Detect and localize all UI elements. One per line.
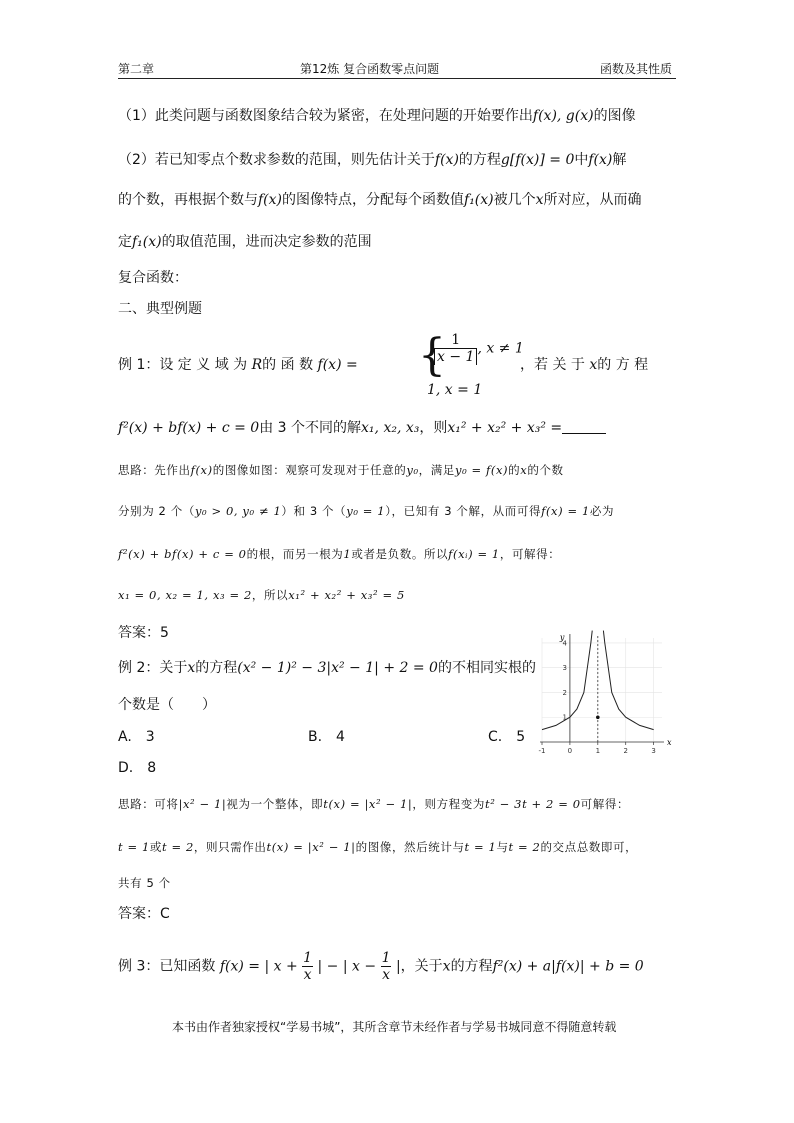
- ex2-option-a: A. 3: [118, 729, 155, 745]
- ex2-lead: 例 2：关于x的方程(x² − 1)² − 3|x² − 1| + 2 = 0的不相同实根的: [118, 660, 536, 676]
- series-line-2: [603, 631, 653, 730]
- header-chapter: 第二章: [118, 62, 155, 76]
- ex2-idea-line-3: 共有 5 个: [118, 876, 171, 890]
- chart-tick-labels: [539, 633, 672, 755]
- ex2-answer: 答案：C: [118, 906, 170, 922]
- tip-1: （1）此类问题与函数图象结合较为紧密，在处理问题的开始要作出f(x), g(x)的图像: [118, 108, 636, 124]
- tick-label-x: 0: [567, 747, 573, 755]
- tip-2-line-2: 的个数，再根据个数与f(x)的图像特点，分配每个函数值f₁(x)被几个x所对应，从而确: [118, 192, 642, 208]
- tick-label-y: 1: [562, 713, 567, 722]
- tick-label-y: 2: [562, 688, 567, 697]
- header-topic: 函数及其性质: [600, 62, 673, 76]
- tick-label-x: -1: [538, 747, 546, 755]
- tick-label-x: 3: [651, 747, 656, 755]
- ex2-option-c: C. 5: [488, 729, 526, 745]
- ex1-idea-line-4: x₁ = 0, x₂ = 1, x₃ = 2，所以x₁² + x₂² + x₃² = 5: [118, 588, 405, 602]
- ex2-line-2: 个数是（ ）: [118, 697, 216, 713]
- ex1-tail: ，若 关 于 x的 方 程: [520, 357, 649, 373]
- composite-label: 复合函数：: [118, 270, 188, 286]
- ex1-piecewise-brace: {: [418, 330, 446, 381]
- ex2-idea-line-2: t = 1或t = 2，则只需作出t(x) = |x² − 1|的图像，然后统计与t = 1与t = 2的交点总数即可，: [118, 840, 638, 854]
- tick-label-x: 2: [623, 747, 628, 755]
- y-axis-label: y: [559, 633, 565, 642]
- ex1-idea-line-3: f²(x) + bf(x) + c = 0的根，而另一根为1或者是负数。所以f(xᵢ) = 1，可解得：: [118, 547, 561, 561]
- chart-axes: [540, 634, 664, 745]
- ex3-lead: 例 3：已知函数 f(x) = | x + $\frac{1}{x}$ | − | x − $\frac{1}{x}$ |，关于x的方程f²(x) + a|f(x)| + b = 0: [118, 950, 644, 983]
- series-line-1: [542, 631, 592, 730]
- tip-2-line-1: （2）若已知零点个数求参数的范围，则先估计关于f(x)的方程g[f(x)] = 0中f(x)解: [118, 152, 627, 168]
- ex1-line-2: f²(x) + bf(x) + c = 0由 3 个不同的解x₁, x₂, x₃，则x₁² + x₂² + x₃² =: [118, 418, 606, 438]
- special-point: [596, 715, 600, 719]
- x-axis-label: x: [667, 738, 672, 747]
- ex1-case-1-fraction: $\frac{1}{x - 1}$: [434, 332, 477, 365]
- header-section-title: 第12炼 复合函数零点问题: [300, 62, 440, 76]
- header-rule: [118, 78, 676, 79]
- examples-heading: 二、典型例题: [118, 301, 202, 317]
- ex1-case-1: $\frac{1}{x - 1}$ , x ≠ 1: [434, 332, 524, 365]
- tick-label-y: 4: [562, 639, 567, 648]
- ex1-idea-line-2: 分别为 2 个（y₀ > 0, y₀ ≠ 1）和 3 个（y₀ = 1），已知有 3 个解，从而可得f(x) = 1必为: [118, 504, 615, 518]
- ex3-fraction-1: $\frac{1}{x}$: [303, 950, 313, 983]
- ex1-idea-line-1: 思路：先作出f(x)的图像如图：观察可发现对于任意的y₀，满足y₀ = f(x)的x的个数: [118, 463, 564, 477]
- ex1-answer: 答案：5: [118, 625, 169, 641]
- tip-2-line-3: 定f₁(x)的取值范围，进而决定参数的范围: [118, 234, 372, 250]
- ex2-option-b: B. 4: [308, 729, 345, 745]
- ex1-case-2: 1, x = 1: [427, 382, 483, 398]
- graph-of-f: [534, 630, 670, 760]
- tick-label-y: 3: [562, 664, 567, 673]
- copyright-footer: 本书由作者独家授权“学易书城”，其所含章节未经作者与学易书城同意不得随意转载: [172, 1020, 617, 1034]
- answer-blank: [562, 419, 606, 434]
- tick-label-x: 1: [595, 747, 601, 755]
- ex1-lead: 例 1：设 定 义 域 为 R的 函 数 f(x) =: [118, 357, 358, 373]
- ex2-option-d: D. 8: [118, 760, 157, 776]
- ex2-idea-line-1: 思路：可将|x² − 1|视为一个整体，即t(x) = |x² − 1|，则方程变为t² − 3t + 2 = 0可解得：: [118, 797, 630, 811]
- ex3-fraction-2: $\frac{1}{x}$: [381, 950, 391, 983]
